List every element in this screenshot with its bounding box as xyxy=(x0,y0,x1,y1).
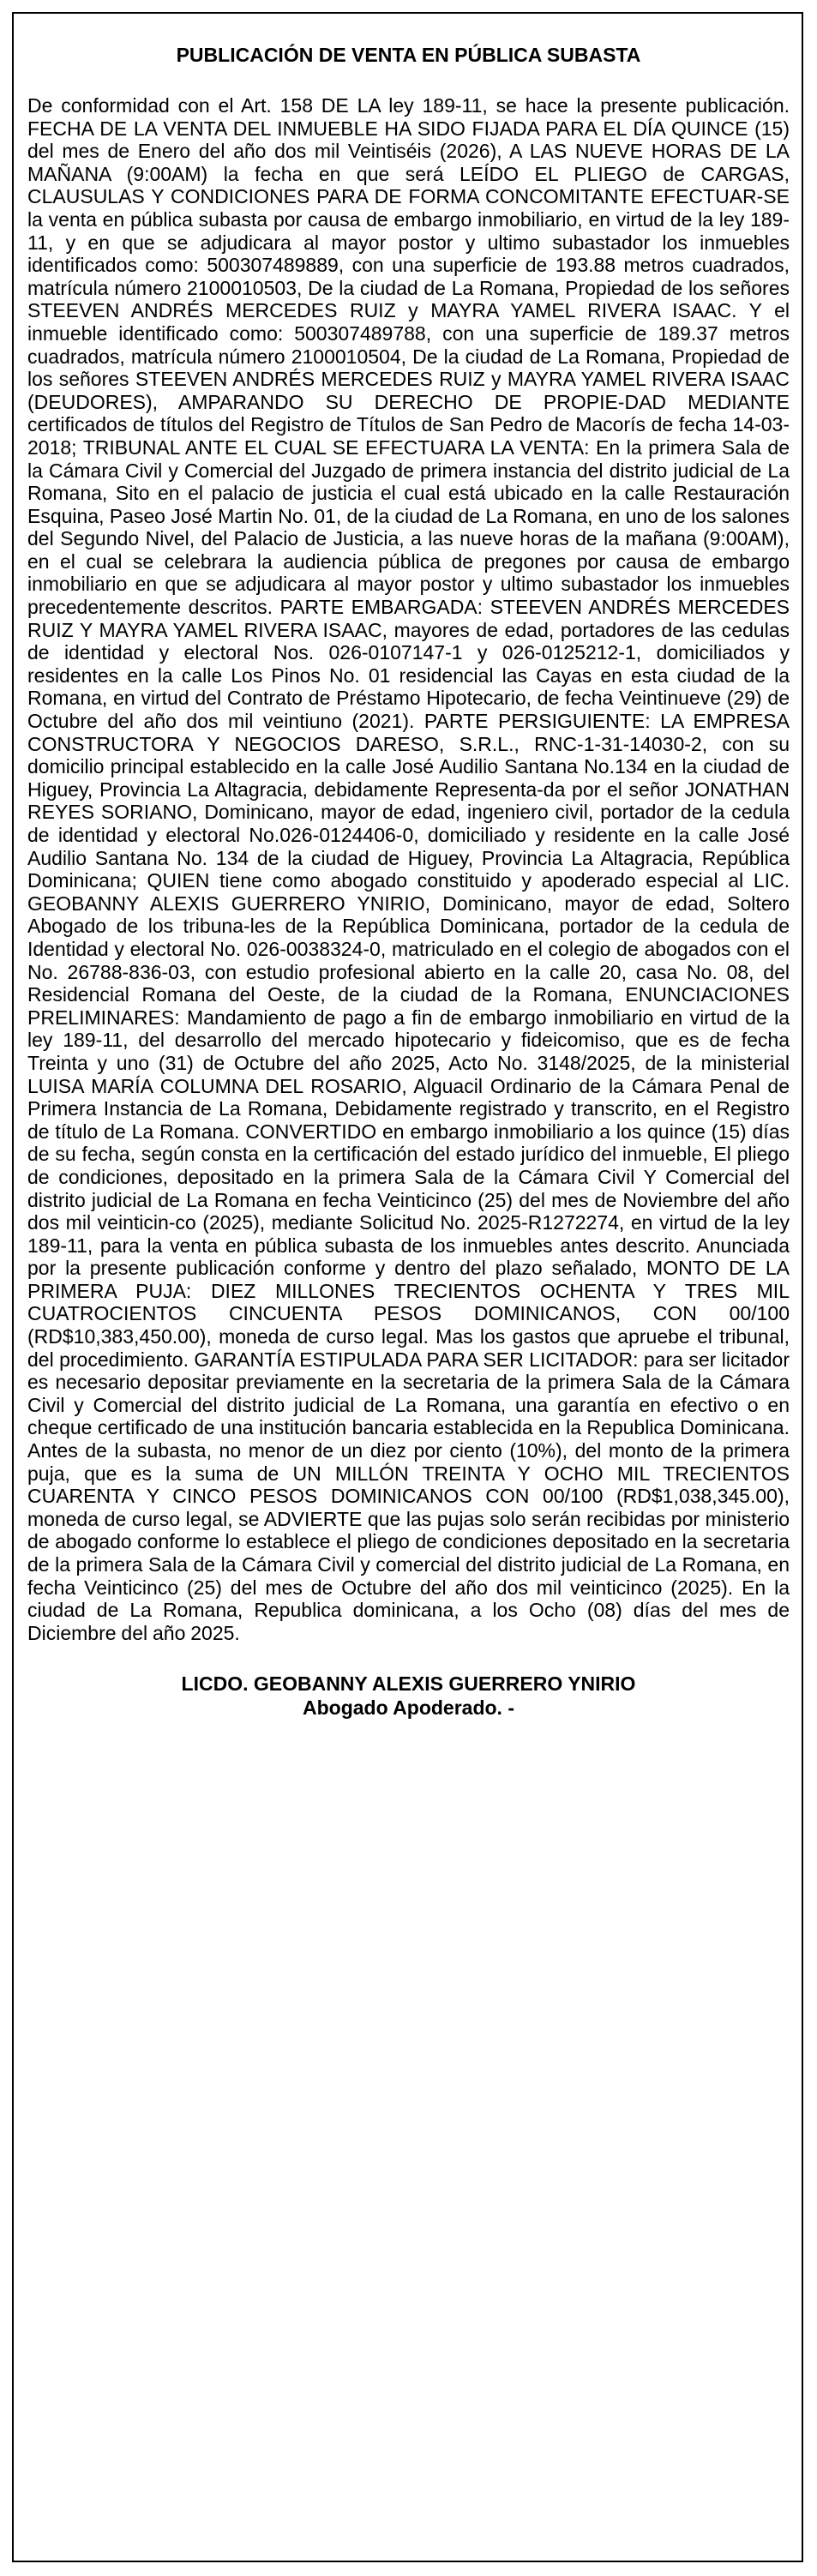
notice-body: De conformidad con el Art. 158 DE LA ley 189-11, se hace la presente publicación. FECHA DE LA VENTA DEL INMUEBLE HA SIDO FIJADA PARA EL DÍA QUINCE (15) del mes de Enero del año dos mil Veintiséis (2026), A LAS NUEVE HORAS DE LA MAÑANA (9:00AM) la fecha en que será LEÍDO EL PLIEGO de CARGAS, CLAUSULAS Y CONDICIONES PARA DE FORMA CONCOMITANTE EFECTUAR-SE la venta en pública subasta por causa de embargo inmobiliario, en virtud de la ley 189-11, y en que se adjudicara al mayor postor y ultimo subastador los inmuebles identificados como: 500307489889, con una superficie de 193.88 metros cuadrados, matrícula número 2100010503, De la ciudad de La Romana, Propiedad de los señores STEEVEN ANDRÉS MERCEDES RUIZ y MAYRA YAMEL RIVERA ISAAC. Y el inmueble identificado como: 500307489788, con una superficie de 189.37 metros cuadrados, matrícula número 2100010504, De la ciudad de La Romana, Propiedad de los señores STEEVEN ANDRÉS MERCEDES RUIZ y MAYRA YAMEL RIVERA ISAAC (DEUDORES), AMPARANDO SU DERECHO DE PROPIE-DAD MEDIANTE certificados de títulos del Registro de Títulos de San Pedro de Macorís de fecha 14-03-2018; TRIBUNAL ANTE EL CUAL SE EFECTUARA LA VENTA: En la primera Sala de la Cámara Civil y Comercial del Juzgado de primera instancia del distrito judicial de La Romana, Sito en el palacio de justicia el cual está ubicado en la calle Restauración Esquina, Paseo José Martin No. 01, de la ciudad de La Romana, en uno de los salones del Segundo Nivel, del Palacio de Justicia, a las nueve horas de la mañana (9:00AM), en el cual se celebrara la audiencia pública de pregones por causa de embargo inmobiliario en que se adjudicara al mayor postor y ultimo subastador los inmuebles precedentemente descritos. PARTE EMBARGADA: STEEVEN ANDRÉS MERCEDES RUIZ Y MAYRA YAMEL RIVERA ISAAC, mayores de edad, portadores de las cedulas de identidad y electoral Nos. 026-0107147-1 y 026-0125212-1, domiciliados y residentes en la calle Los Pinos No. 01 residencial las Cayas en esta ciudad de la Romana, en virtud del Contrato de Préstamo Hipotecario, de fecha Veintinueve (29) de Octubre del año dos mil veintiuno (2021). PARTE PERSIGUIENTE: LA EMPRESA CONSTRUCTORA Y NEGOCIOS DARESO, S.R.L., RNC-1-31-14030-2, con su domicilio principal establecido en la calle José Audilio Santana No.134 en la ciudad de Higuey, Provincia La Altagracia, debidamente Representa-da por el señor JONATHAN REYES SORIANO, Dominicano, mayor de edad, ingeniero civil, portador de la cedula de identidad y electoral No.026-0124406-0, domiciliado y residente en la calle José Audilio Santana No. 134 de la ciudad de Higuey, Provincia La Altagracia, República Dominicana; QUIEN tiene como abogado constituido y apoderado especial al LIC. GEOBANNY ALEXIS GUERRERO YNIRIO, Dominicano, mayor de edad, Soltero Abogado de los tribuna-les de la República Dominicana, portador de la cedula de Identidad y electoral No. 026-0038324-0, matriculado en el colegio de abogados con el No. 26788-836-03, con estudio profesional abierto en la calle 20, casa No. 08, del Residencial Romana del Oeste, de la ciudad de la Romana, ENUNCIACIONES PRELIMINARES: Mandamiento de pago a fin de embargo inmobiliario en virtud de la ley 189-11, del desarrollo del mercado hipotecario y fideicomiso, que es de fecha Treinta y uno (31) de Octubre del año 2025, Acto No. 3148/2025, de la ministerial LUISA MARÍA COLUMNA DEL ROSARIO, Alguacil Ordinario de la Cámara Penal de Primera Instancia de La Romana, Debidamente registrado y transcrito, en el Registro de título de La Romana. CONVERTIDO en embargo inmobiliario a los quince (15) días de su fecha, según consta en la certificación del estado jurídico del inmueble, El pliego de condiciones, depositado en la primera Sala de la Cámara Civil Y Comercial del distrito judicial de La Romana en fecha Veinticinco (25) del mes de Noviembre del año dos mil veinticin-co (2025), mediante Solicitud No. 2025-R1272274, en virtud de la ley 189-11, para la venta en pública subasta de los inmuebles antes descrito. Anunciada por la presente publicación conforme y dentro del plazo señalado, MONTO DE LA PRIMERA PUJA: DIEZ MILLONES TRECIENTOS OCHENTA Y TRES MIL CUATROCIENTOS CINCUENTA PESOS DOMINICANOS, CON 00/100 (RD$10,383,450.00), moneda de curso legal. Mas los gastos que apruebe el tribunal, del procedimiento. GARANTÍA ESTIPULADA PARA SER LICITADOR: para ser licitador es necesario depositar previamente en la secretaria de la primera Sala de la Cámara Civil y Comercial del distrito judicial de La Romana, una garantía en efectivo o en cheque certificado de una institución bancaria establecida en la Republica Dominicana. Antes de la subasta, no menor de un diez por ciento (10%), del monto de la primera puja, que es la suma de UN MILLÓN TREINTA Y OCHO MIL TRECIENTOS CUARENTA Y CINCO PESOS DOMINICANOS CON 00/100 (RD$1,038,345.00), moneda de curso legal, se ADVIERTE que las pujas solo serán recibidas por ministerio de abogado conforme lo establece el pliego de condiciones depositado en la secretaria de la primera Sala de la Cámara Civil y comercial del distrito judicial de La Romana, en fecha Veinticinco (25) del mes de Octubre del año dos mil veinticinco (2025). En la ciudad de La Romana, Republica dominicana, a los Ocho (08) días del mes de Diciembre del año 2025. xyxy=(27,94,790,1644)
signature-block xyxy=(27,1672,790,1720)
legal-notice xyxy=(12,12,803,2562)
signature-role: Abogado Apoderado. - xyxy=(302,1696,514,1720)
signature-name: LICDO. GEOBANNY ALEXIS GUERRERO YNIRIO xyxy=(181,1672,636,1696)
notice-title: PUBLICACIÓN DE VENTA EN PÚBLICA SUBASTA xyxy=(176,44,641,66)
